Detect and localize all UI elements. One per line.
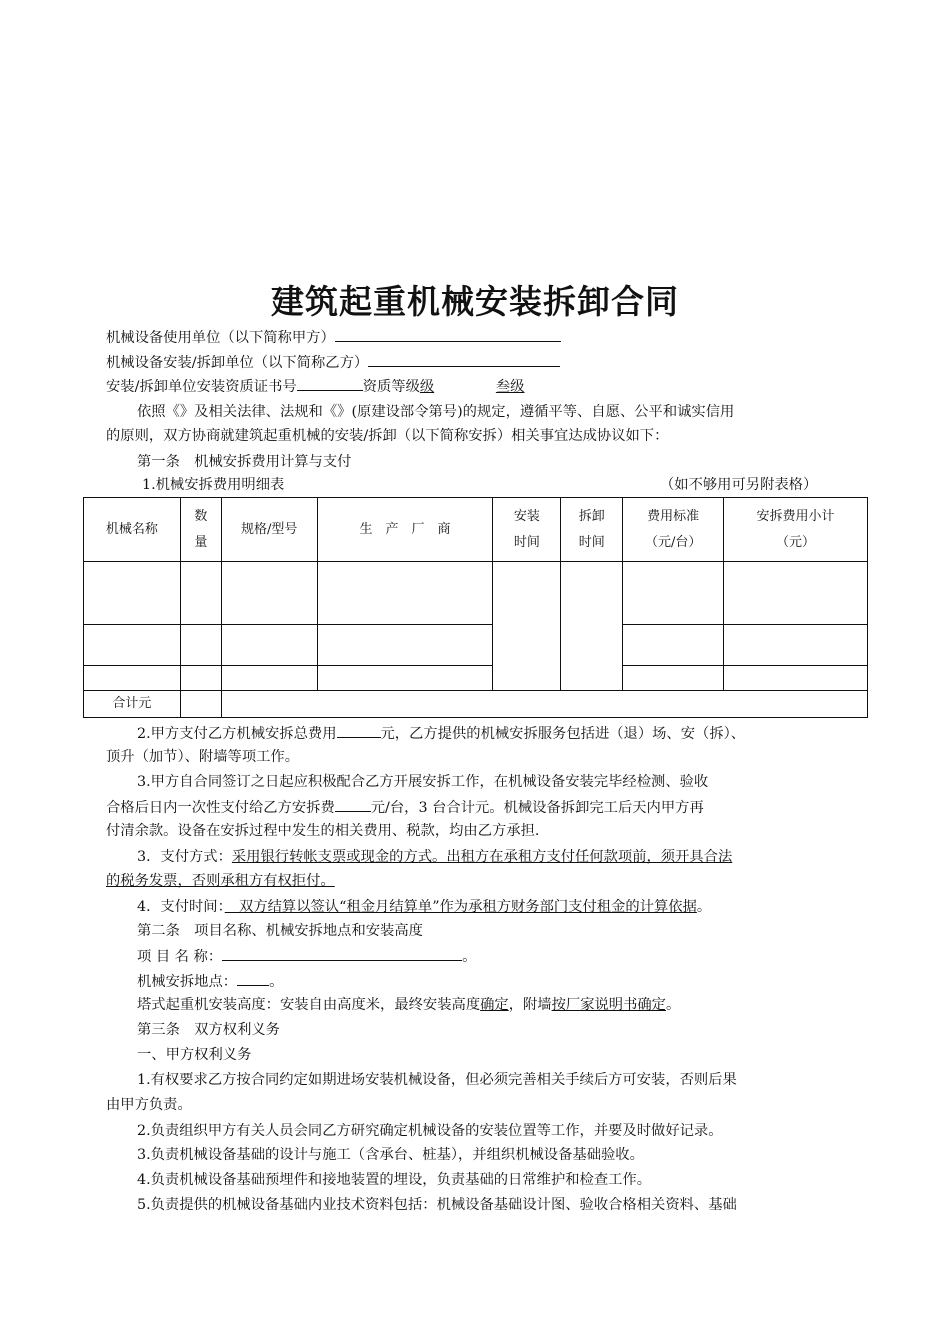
- party-b-label: 机械设备安装/拆卸单位（以下简称乙方）: [106, 355, 369, 371]
- header-quantity: 数 量: [180, 498, 221, 562]
- intro-line-1: 依照《》及相关法律、法规和《》(原建设部令第号)的规定，遵循平等、自愿、公平和诚实信用: [137, 404, 735, 420]
- cert-blank: [297, 375, 363, 391]
- project-name-line: 项 目 名 称： 。: [137, 945, 476, 968]
- total-label: 合计元: [84, 691, 181, 718]
- project-name-blank: [222, 945, 462, 961]
- party-a-label: 机械设备使用单位（以下简称甲方）: [106, 330, 335, 346]
- install-height-line: 塔式起重机安装高度：安装自由高度米，最终安装高度确定，附墙按厂家说明书确定。: [137, 997, 681, 1013]
- rights-item1-line1: 1.有权要求乙方按合同约定如期进场安装机械设备，但必须完善相关手续后方可安装，否则后果: [137, 1072, 737, 1088]
- site-blank: [237, 970, 269, 986]
- party-b-blank: [368, 351, 560, 367]
- article3-heading: 第三条 双方权利义务: [137, 1022, 280, 1038]
- payment-method-line1: 3．支付方式：采用银行转帐支票或现金的方式。出租方在承租方支付任何款项前，须开具合法: [137, 849, 733, 865]
- article1-item1: 1.机械安拆费用明细表: [142, 477, 285, 493]
- header-install-time: 安装 时间: [493, 498, 561, 562]
- table-total-row: [84, 691, 868, 718]
- rights-item5: 5.负责提供的机械设备基础内业技术资料包括：机械设备基础设计图、验收合格相关资料、基础: [137, 1197, 737, 1213]
- install-time-merged-cell: [493, 562, 561, 691]
- grade-label: 资质等级: [362, 379, 420, 395]
- party-b-line: [106, 351, 560, 374]
- payment-item3-line2: 合格后日内一次性支付给乙方安拆费 元/台，3 台合计元。机械设备拆卸完工后天内甲方再: [106, 796, 704, 819]
- header-fee-standard: 费用标准 （元/台）: [623, 498, 724, 562]
- unit-fee-blank: [335, 796, 371, 812]
- rights-item1-line2: 由甲方负责。: [106, 1097, 192, 1113]
- fee-detail-table: [83, 497, 868, 718]
- rights-item4: 4.负责机械设备基础预埋件和接地装置的埋设，负责基础的日常维护和检查工作。: [137, 1172, 652, 1188]
- party-a-rights-heading: 一、甲方权利义务: [137, 1047, 252, 1063]
- header-machine-name: 机械名称: [84, 498, 181, 562]
- article2-heading: 第二条 项目名称、机械安拆地点和安装高度: [137, 923, 423, 939]
- article1-heading: 第一条 机械安拆费用计算与支付: [137, 454, 352, 470]
- party-a-line: [106, 326, 561, 349]
- table-row: [84, 562, 868, 625]
- payment-time-line: 4．支付时间： 双方结算以签认“租金月结算单”作为承租方财务部门支付租金的计算依据。: [137, 899, 712, 915]
- header-model: 规格/型号: [221, 498, 317, 562]
- header-subtotal: 安拆费用小计 （元）: [724, 498, 868, 562]
- payment-item2-line1: 2.甲方支付乙方机械安拆总费用 元，乙方提供的机械安拆服务包括进（退）场、安（拆）、: [137, 722, 745, 745]
- table-row: [84, 625, 868, 666]
- payment-item3-line1: 3.甲方自合同签订之日起应积极配合乙方开展安拆工作，在机械设备安装完毕经检测、验收: [137, 774, 709, 790]
- header-remove-time: 拆卸 时间: [561, 498, 623, 562]
- table-note: （如不够用可另附表格）: [660, 477, 818, 493]
- payment-item2-line2: 顶升（加节）、附墙等项工作。: [106, 749, 300, 765]
- payment-item3-line3: 付清余款。设备在安拆过程中发生的相关费用、税款，均由乙方承担.: [106, 823, 540, 839]
- payment-method-line2: 的税务发票，否则承租方有权拒付。: [106, 873, 335, 889]
- rights-item2: 2.负责组织甲方有关人员会同乙方研究确定机械设备的安装位置等工作，并要及时做好记录。: [137, 1123, 723, 1139]
- grade-value-1: 级: [419, 379, 435, 395]
- table-header-row: [84, 498, 868, 562]
- party-a-blank: [335, 326, 561, 342]
- grade-value-2: 叁级: [495, 379, 525, 395]
- cert-line: [106, 375, 611, 398]
- document-title: 建筑起重机械安装拆卸合同: [271, 282, 679, 321]
- rights-item3: 3.负责机械设备基础的设计与施工（含承台、桩基），并组织机械设备基础验收。: [137, 1147, 644, 1163]
- total-fee-blank: [337, 722, 381, 738]
- intro-line-2: 的原则，双方协商就建筑起重机械的安装/拆卸（以下简称安拆）相关事宜达成协议如下：: [106, 428, 669, 444]
- table-row: [84, 666, 868, 691]
- cert-label: 安装/拆卸单位安装资质证书号: [106, 379, 297, 395]
- header-manufacturer: 生 产 厂 商: [317, 498, 493, 562]
- site-line: 机械安拆地点： 。: [137, 970, 283, 993]
- remove-time-merged-cell: [561, 562, 623, 691]
